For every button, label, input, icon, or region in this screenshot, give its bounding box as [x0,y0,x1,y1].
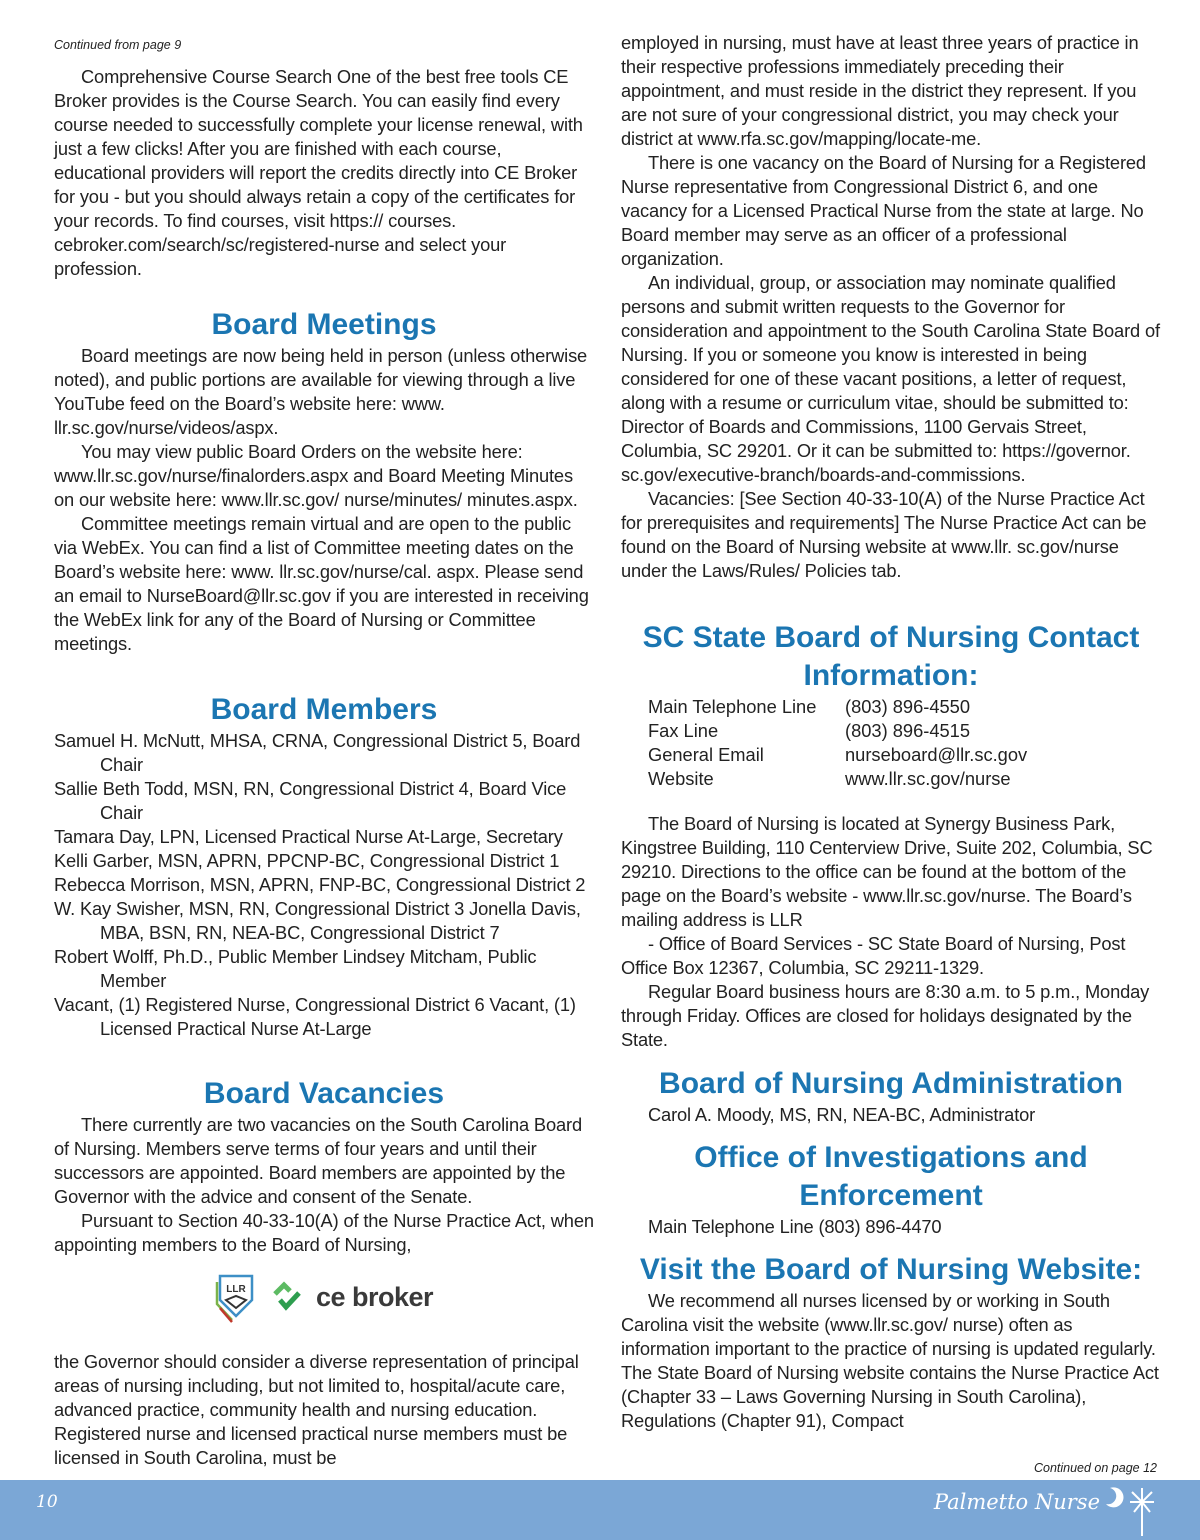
continued-from: Continued from page 9 [54,38,182,52]
investigations-phone: Main Telephone Line (803) 896-4470 [648,1216,942,1237]
administrator-name: Carol A. Moody, MS, RN, NEA-BC, Administrator [648,1104,1036,1125]
contact-value[interactable]: www.llr.sc.gov/nurse [845,768,1011,789]
list-item: Tamara Day, LPN, Licensed Practical Nurse At-Large, Secretary [54,826,563,847]
contact-label: General Email [648,744,764,765]
contact-value: (803) 896-4550 [845,696,971,717]
paragraph: - Office of Board Services - SC State Board of Nursing, Post Office Box 12367, Columbia, SC 29211-1329. [621,933,1126,978]
llr-logo-icon [214,1270,258,1324]
contact-value[interactable]: nurseboard@llr.sc.gov [845,744,1028,765]
paragraph: You may view public Board Orders on the website here: www.llr.sc.gov/nurse/finalorders.aspx and Board Meeting Minutes on our website here: www.llr.sc.gov/ nurse/minutes/ minutes.aspx. [54,441,578,510]
location-section [621,812,1161,1052]
paragraph: There is one vacancy on the Board of Nursing for a Registered Nurse representative from Congressional District 6, and one vacancy for a Licensed Practical Nurse from the state at large. No Board member may serve as an officer of a professional organization. [621,152,1146,269]
board-members-heading: Board Members [210,693,438,726]
paragraph: the Governor should consider a diverse representation of principal areas of nursing including, but not limited to, hospital/acute care, advanced practice, community health and nursing education. Registered nurse and licensed practical nurse members must be licensed in South Carolina, must be [54,1351,579,1468]
list-item: Vacant, (1) Registered Nurse, Congressional District 6 Vacant, (1) Licensed Practical Nurse At-Large [54,994,576,1039]
cebroker-wordmark: ce broker [316,1281,434,1312]
contact-row [648,767,1027,791]
palmetto-moon-icon [1102,1484,1160,1538]
list-item: Samuel H. McNutt, MHSA, CRNA, Congressional District 5, Board Chair [54,730,581,775]
paragraph: An individual, group, or association may nominate qualified persons and submit written requests to the Governor for consideration and appointment to the South Carolina State Board of Nursing. If you or someone you know is interested in being considered for one of these vacant positions, a letter of request, along with a resume or curriculum vitae, should be submitted to: Director of Boards and Commissions, 1100 Gervais Street, Columbia, SC 29201. Or it can be submitted to: https://governor. sc.gov/executive-branch/boards-and-commissions. [621,272,1160,485]
investigations-heading: Office of Investigations and Enforcement [694,1141,1088,1212]
after-logo-section [54,1350,594,1470]
sponsor-logos [214,1268,434,1326]
board-meetings-heading: Board Meetings [211,308,437,341]
list-item: Sallie Beth Todd, MSN, RN, Congressional District 4, Board Vice Chair [54,778,567,823]
cebroker-logo-icon [272,1280,302,1314]
page-number: 10 [36,1492,58,1512]
contact-label: Fax Line [648,720,719,741]
board-vacancies-heading: Board Vacancies [203,1077,445,1110]
contact-row [648,743,1027,767]
page-footer [0,1480,1200,1540]
board-meetings-section [54,306,594,656]
contact-table [648,695,1027,791]
intro-paragraph: Comprehensive Course Search One of the best free tools CE Broker provides is the Course Search. You can easily find every course needed to successfully complete your license renewal, with just a few clicks! After you are finished with each course, educational providers will report the credits directly into CE Broker for you - but you should always retain a copy of the certificates for your records. To find courses, visit https:// courses. cebroker.com/search/sc/registered-nurse and select your profession. [54,66,583,279]
contact-label: Website [648,768,714,789]
publication-name: Palmetto Nurse [933,1490,1100,1514]
members-list [54,729,594,1041]
contact-row [648,695,1027,719]
paragraph: Board meetings are now being held in person (unless otherwise noted), and public portions are available for viewing through a live YouTube feed on the Board’s website here: www. llr.sc.gov/nurse/videos/aspx. [54,345,588,438]
paragraph: Pursuant to Section 40-33-10(A) of the Nurse Practice Act, when appointing members to the Board of Nursing, [54,1210,594,1255]
list-item: W. Kay Swisher, MSN, RN, Congressional District 3 Jonella Davis, MBA, BSN, RN, NEA-BC, Congressional District 7 [54,898,581,943]
list-item: Kelli Garber, MSN, APRN, PPCNP-BC, Congressional District 1 [54,850,560,871]
administration-heading: Board of Nursing Administration [659,1067,1123,1100]
list-item: Robert Wolff, Ph.D., Public Member Lindsey Mitcham, Public Member [54,946,537,991]
continued-on: Continued on page 12 [1033,1461,1157,1475]
investigations-section [621,1139,1161,1239]
paragraph: The Board of Nursing is located at Synergy Business Park, Kingstree Building, 110 Centerview Drive, Suite 202, Columbia, SC 29210. Directions to the office can be found at the bottom of the page on the Board’s website - www.llr.sc.gov/nurse. The Board’s mailing address is LLR [621,813,1153,930]
paragraph: We recommend all nurses licensed by or working in South Carolina visit the website (www.llr.sc.gov/ nurse) often as information important to the practice of nursing is updated regularly. The State Board of Nursing website contains the Nurse Practice Act (Chapter 33 – Laws Governing Nursing in South Carolina), Regulations (Chapter 91), Compact [621,1290,1159,1431]
contact-label: Main Telephone Line [648,696,817,717]
paragraph: There currently are two vacancies on the South Carolina Board of Nursing. Members serve terms of four years and until their successors are appointed. Board members are appointed by the Governor with the advice and consent of the Senate. [54,1114,582,1207]
intro-section [54,65,594,281]
website-section [621,1251,1161,1433]
paragraph: Regular Board business hours are 8:30 a.m. to 5 p.m., Monday through Friday. Offices are closed for holidays designated by the State. [621,981,1150,1050]
paragraph: employed in nursing, must have at least three years of practice in their respective professions immediately preceding their appointment, and must reside in the district they represent. If you are not sure of your congressional district, you may check your district at www.rfa.sc.gov/mapping/locate-me. [621,32,1139,149]
list-item: Rebecca Morrison, MSN, APRN, FNP-BC, Congressional District 2 [54,874,586,895]
vacancy-details-section [621,31,1161,583]
paragraph: Vacancies: [See Section 40-33-10(A) of the Nurse Practice Act for prerequisites and requirements] The Nurse Practice Act can be found on the Board of Nursing website at www.llr. sc.gov/nurse under the Laws/Rules/ Policies tab. [621,488,1147,581]
svg-text:LLR: LLR [226,1284,246,1295]
contact-section [621,619,1161,791]
board-members-section [54,691,594,1041]
paragraph: Committee meetings remain virtual and are open to the public via WebEx. You can find a list of Committee meeting dates on the Board’s website here: www. llr.sc.gov/nurse/cal. aspx. Please send an email to NurseBoard@llr.sc.gov if you are interested in receiving the WebEx link for any of the Board of Nursing or Committee meetings. [54,513,589,654]
website-heading: Visit the Board of Nursing Website: [639,1253,1143,1286]
contact-heading: SC State Board of Nursing Contact Information: [642,621,1140,692]
administration-section [621,1065,1161,1127]
board-vacancies-section [54,1075,594,1257]
contact-value: (803) 896-4515 [845,720,971,741]
contact-row [648,719,1027,743]
